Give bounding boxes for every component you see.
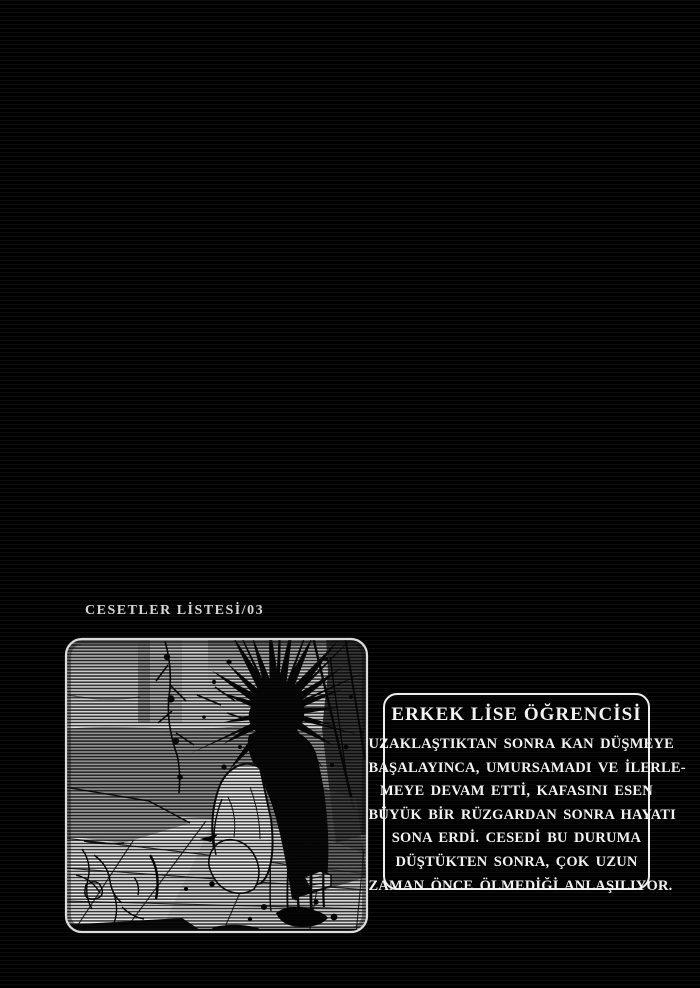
chapter-label: CESETLER LİSTESİ/03 [85, 603, 265, 618]
infobox-body-line: DÜŞTÜKTEN SONRA, ÇOK UZUN [395, 853, 638, 870]
infobox-body [368, 733, 686, 898]
infobox-body-line: BÜYÜK BİR RÜZGARDAN SONRA HAYATI [368, 806, 677, 823]
corpse-panel [64, 637, 369, 934]
infobox-body-line: SONA ERDİ. CESEDİ BU DURUMA [391, 830, 642, 847]
infobox-body-line: UZAKLAŞTIKTAN SONRA KAN DÜŞMEYE [368, 736, 674, 752]
scanline-overlay [64, 637, 369, 934]
character-infobox [368, 693, 686, 894]
infobox-title: ERKEK LİSE ÖĞRENCİSİ [391, 704, 642, 725]
infobox-body-line: BAŞALAYINCA, UMURSAMADI VE İLERLE- [368, 759, 686, 776]
infobox-body-line: ZAMAN ÖNCE ÖLMEDİĞİ ANLAŞILIYOR. [368, 877, 673, 894]
infobox-body-line: MEYE DEVAM ETTİ, KAFASINI ESEN [380, 783, 653, 800]
corpse-panel-illustration [64, 637, 369, 934]
